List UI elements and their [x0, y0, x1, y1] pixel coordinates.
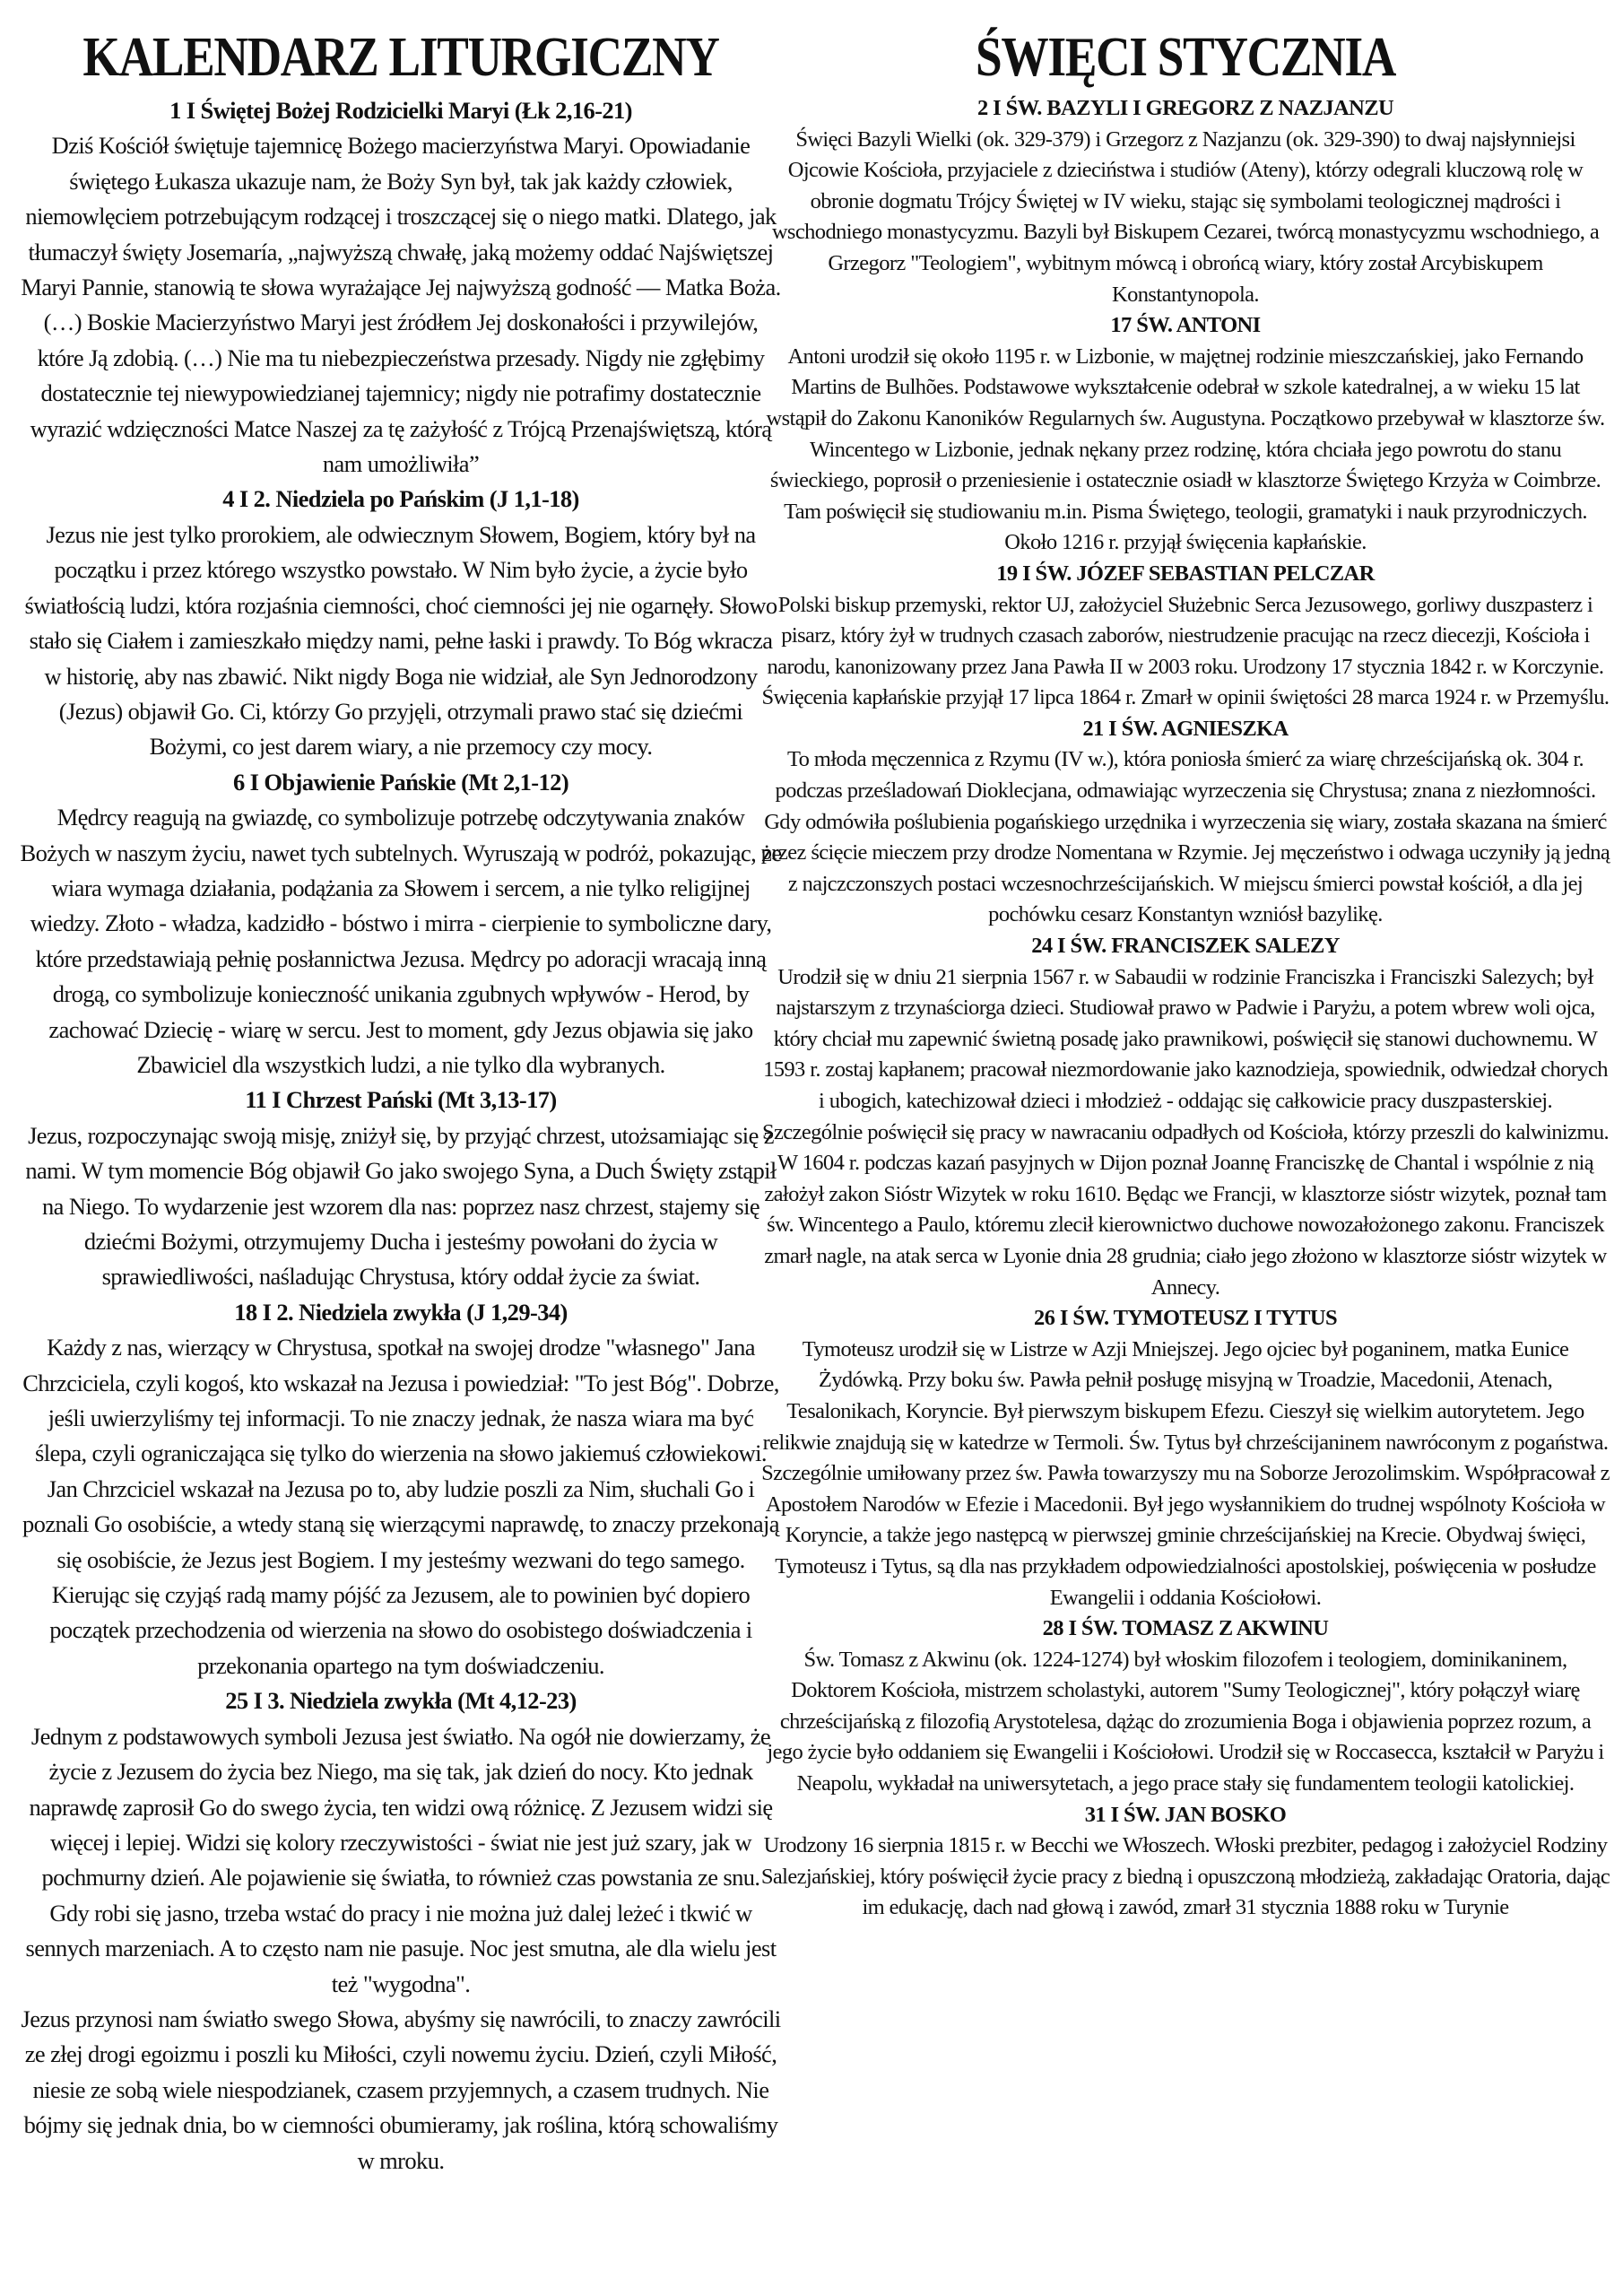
section-jan-11 [20, 1083, 782, 1294]
saint-heading: 19 I ŚW. JÓZEF SEBASTIAN PELCZAR [996, 561, 1375, 586]
liturgical-calendar-title: KALENDARZ LITURGICZNY [82, 27, 719, 88]
section-text: Jezus nie jest tylko prorokiem, ale odwiecznym Słowem, Bogiem, który był na początku i przez którego wszystko powstało. W Nim było życie, a życie było światłością ludzi, która rozjaśnia ciemności, choć ciemności jej nie ogarnęły. Słowo stało się Ciałem i zamieszkało między nami, pełne łaski i prawdy. To Bóg wkracza w historię, aby nas zbawić. Nikt nigdy Boga nie widział, ale Syn Jednorodzony (Jezus) objawił Go. Ci, którzy Go przyjęli, otrzymali prawo stać się dziećmi Bożymi, co jest darem wiary, a nie przemocy czy mocy. [24, 520, 777, 761]
saint-text: Szczególnie poświęcił się pracy w nawracaniu odpadłych od Kościoła, którzy przeszli do kalwinizmu. W 1604 r. podczas kazań pasyjnych w Dijon poznał Joannę Franciszkę de Chantal i wspólnie z nią założył zakon Sióstr Wizytek w roku 1610. Będąc we Francji, w klasztorze sióstr wizytek, poznał tam św. Wincentego a Paulo, któremu zlecił kierownictwo duchowe nowozałożonego zakonu. Franciszek zmarł nagle, na atak serca w Lyonie dnia 28 grudnia; ciało jego złożono w klasztorze sióstr wizytek w Annecy. [761, 1119, 1609, 1300]
section-heading: 25 I 3. Niedziela zwykła (Mt 4,12-23) [225, 1687, 577, 1715]
saint-jan-26 [760, 1303, 1610, 1613]
section-text: Jednym z podstawowych symboli Jezusa jest światło. Na ogół nie dowierzamy, że życie z Jezusem do życia bez Niego, ma się tak, jak dzień do nocy. Kto jednak naprawdę zaprosił Go do swego życia, ten widzi ową różnicę. Z Jezusem widzi się więcej i lepiej. Widzi się kolory rzeczywistości - świat nie jest już szary, jak w pochmurny dzień. Ale pojawienie się światła, to również czas powstania ze snu. Gdy robi się jasno, trzeba wstać do pracy i nie można już dalej leżeć i tkwić w sennych marzeniach. A to często nam nie pasuje. Noc jest smutna, ale dla wielu jest też "wygodna". [25, 1722, 777, 1997]
saint-text: To młoda męczennica z Rzymu (IV w.), która poniosła śmierć za wiarę chrześcijańską ok. 304 r. podczas prześladowań Dioklecjana, odmawiając wyrzeczenia się Chrystusa; znana z niezłomności. Gdy odmówiła poślubienia pogańskiego urzędnika i wyrzeczenia się wiary, została skazana na śmierć przez ścięcie mieczem przy drodze Nomentana w Rzymie. Jej męczeństwo i odwaga uczyniły ją jedną z najczcz​onszych postaci wczesnochrześcijańskich. W miejscu śmierci powstał kościół, a dla jej pochówku cesarz Konstantyn wzniósł bazylikę. [760, 747, 1610, 927]
saint-text: Antoni urodził się około 1195 r. w Lizbonie, w majętnej rodzinie mieszczańskiej, jako Fernando Martins de Bulhões. Podstawowe wykształcenie odebrał w szkole katedralnej, a w wieku 15 lat wstąpił do Zakonu Kanoników Regularnych św. Augustyna. Początkowo przebywał w klasztorze św. Wincentego w Lizbonie, jednak nękany przez rodzinę, która chciała jego powrotu do stanu świeckiego, poprosił o przeniesienie i ostatecznie osiadł w klasztorze Świętego Krzyża w Coimbrze. Tam poświęcił się studiowaniu m.in. Pisma Świętego, teologii, gramatyki i nauk przyrodniczych. Około 1216 r. przyjął święcenia kapłańskie. [766, 344, 1605, 555]
saint-text: Św. Tomasz z Akwinu (ok. 1224-1274) był włoskim filozofem i teologiem, dominikaninem, Doktorem Kościoła, mistrzem scholastyki, autorem "Sumy Teologicznej", który połączył wiarę chrześcijańską z filozofią Arystotelesa, dążąc do zrozumienia Boga i objawienia poprzez rozum, a jego życie było oddaniem się Ewangelii i Kościołowi. Urodził się w Roccasecca, kształcił w Paryżu i Neapolu, wykładał na uniwersytetach, a jego prace stały się fundamentem teologii katolickiej. [767, 1647, 1604, 1796]
section-text: Dziś Kościół świętuje tajemnicę Bożego macierzyństwa Maryi. Opowiadanie świętego Łukasza ukazuje nam, że Boży Syn był, tak jak każdy człowiek, niemowlęciem potrzebującym rodzącej i troszczącej się o niego matki. Dlatego, jak tłumaczył święty Josemaría, „najwyższą chwałę, jaką możemy oddać Najświętszej Maryi Pannie, stanowią te słowa wyrażające Jej najwyższą godność — Matka Boża. (…) Boskie Macierzyństwo Maryi jest źródłem Jej doskonałości i przywilejów, które Ją zdobią. (…) Nie ma tu niebezpieczeństwa przesady. Nigdy nie zgłębimy dostatecznie tej niewypowiedzianej tajemnicy; nigdy nie potrafimy dostatecznie wyrazić wdzięczności Matce Naszej za tę zażyłość z Trójcą Przenajświętszą, którą nam umożliwiła” [21, 132, 781, 478]
saint-jan-28 [760, 1613, 1610, 1800]
section-text: Jezus, rozpoczynając swoją misję, zniżył się, by przyjąć chrzest, utożsamiając się z nami. W tym momencie Bóg objawił Go jako swojego Syna, a Duch Święty zstąpił na Niego. To wydarzenie jest wzorem dla nas: poprzez nasz chrzest, stajemy się dziećmi Bożymi, otrzymujemy Ducha i jesteśmy powołani do życia w sprawiedliwości, naśladując Chrystusa, który oddał życie za świat. [25, 1121, 777, 1291]
saint-jan-19 [760, 559, 1610, 714]
section-heading: 1 I Świętej Bożej Rodzicielki Maryi (Łk 2,16-21) [169, 97, 632, 124]
saint-text: Urodził się w dniu 21 sierpnia 1567 r. w Sabaudii w rodzinie Franciszka i Franciszki Salezych; był najstarszym z trzynaściorga dzieci. Studiował prawo w Padwie i Paryżu, a potem wbrew woli ojca, który chciał mu zapewnić świetną posadę jako prawnikowi, poświęcił się stanowi duchownemu. W 1593 r. zostaj kapłanem; pracował niezmordowanie jako kaznodzieja, spowiednik, odwiedzał chorych i ubogich, katechizował dzieci i młodzież - oddając się całkowicie pracy duszpasterskiej. [763, 964, 1608, 1113]
january-saints-column [760, 25, 1610, 1924]
saint-text: Polski biskup przemyski, rektor UJ, założyciel Służebnic Serca Jezusowego, gorliwy duszpasterz i pisarz, który żył w trudnych czasach zaborów, niestrudzenie pracując na rzecz diecezji, Kościoła i narodu, kanonizowany przez Jana Pawła II w 2003 roku. Urodzony 17 stycznia 1842 r. w Korczynie. Święcenia kapłańskie przyjął 17 lipca 1864 r. Zmarł w opinii świętości 28 marca 1924 r. w Przemyślu. [761, 592, 1610, 710]
saint-heading: 21 I ŚW. AGNIESZKA [1082, 716, 1289, 741]
saint-heading: 24 I ŚW. FRANCISZEK SALEZY [1031, 934, 1340, 959]
january-saints-title: ŚWIĘCI STYCZNIA [975, 27, 1396, 88]
saint-jan-17 [760, 310, 1610, 559]
saint-jan-31 [760, 1800, 1610, 1924]
saint-text: Tymoteusz urodził się w Listrze w Azji Mniejszej. Jego ojciec był poganinem, matka Eunice Żydówką. Przy boku św. Pawła pełnił posługę misyjną w Troadzie, Macedonii, Atenach, Tesalonikach, Koryncie. Był pierwszym biskupem Efezu. Cieszył się wielkim autorytetem. Jego relikwie znajdują się w katedrze w Termoli. Św. Tytus był chrześcijaninem nawróconym z pogaństwa. Szczególnie umiłowany przez św. Pawła towarzyszy mu na Soborze Jerozolimskim. Współpracował z Apostołem Narodów w Efezie i Macedonii. Był jego wysłannikiem do trudnej wspólnoty Kościoła w Koryncie, a także jego następcą w pierwszej gminie chrześcijańskiej na Krecie. Obydwaj święci, Tymoteusz i Tytus, są dla nas przykładem odpowiedzialności apostolskiej, poświęcenia w posłudze Ewangelii i oddania Kościołowi. [761, 1336, 1610, 1610]
saint-heading: 17 ŚW. ANTONI [1110, 313, 1261, 338]
section-heading: 11 I Chrzest Pański (Mt 3,13-17) [245, 1086, 557, 1114]
section-text: Jezus przynosi nam światło swego Słowa, abyśmy się nawrócili, to znaczy zawrócili ze złej drogi egoizmu i poszli ku Miłości, czyli nowemu życiu. Dzień, czyli Miłość, niesie ze sobą wiele niespodzianek, czasem przyjemnych, a czasem trudnych. Nie bójmy się jednak dnia, bo w ciemności obumieramy, jak roślina, którą schowaliśmy w mroku. [21, 2005, 781, 2174]
section-jan-18 [20, 1295, 782, 1683]
section-heading: 18 I 2. Niedziela zwykła (J 1,29-34) [234, 1298, 568, 1326]
section-jan-25 [20, 1683, 782, 2179]
section-jan-4 [20, 482, 782, 764]
left-sections [20, 93, 782, 2179]
section-text: Każdy z nas, wierzący w Chrystusa, spotkał na swojej drodze "własnego" Jana Chrzciciela, czyli kogoś, kto wskazał na Jezusa i powiedział: "To jest Bóg". Dobrze, jeśli uwierzyliśmy tej informacji. To nie znaczy jednak, że nasza wiara ma być ślepa, czyli ograniczająca się tylko do wierzenia na słowo jakiemuś człowiekowi. Jan Chrzciciel wskazał na Jezusa po to, aby ludzie poszli za Nim, słuchali Go i poznali Go osobiście, a wtedy staną się wierzącymi naprawdę, to znaczy przekonają się osobiście, że Jezus jest Bogiem. I my jesteśmy wezwani do tego samego. Kierując się czyjąś radą mamy pójść za Jezusem, ale to powinien być dopiero początek przechodzenia od wierzenia na słowo do osobistego doświadczenia i przekonania opartego na tym doświadczeniu. [22, 1334, 779, 1679]
saint-text: Święci Bazyli Wielki (ok. 329-379) i Grzegorz z Nazjanzu (ok. 329-390) to dwaj najsłynniejsi Ojcowie Kościoła, przyjaciele z dzieciństwa i studiów (Ateny), którzy odegrali kluczową rolę w obronie dogmatu Trójcy Świętej w IV wieku, stając się symbolami teologicznej mądrości i wschodniego monastycyzmu. Bazyli był Biskupem Cezarei, twórcą monastycyzmu wschodniego, a Grzegorz "Teologiem", wybitnym mówcą i obrońcą wiary, który został Arcybiskupem Konstantynopola. [771, 126, 1600, 307]
saint-heading: 26 I ŚW. TYMOTEUSZ I TYTUS [1034, 1306, 1337, 1331]
saint-heading: 28 I ŚW. TOMASZ Z AKWINU [1042, 1616, 1329, 1641]
section-jan-1 [20, 93, 782, 482]
saint-jan-2 [760, 93, 1610, 310]
liturgical-calendar-column [20, 25, 782, 2179]
section-jan-6 [20, 765, 782, 1083]
section-heading: 6 I Objawienie Pańskie (Mt 2,1-12) [232, 768, 569, 796]
section-heading: 4 I 2. Niedziela po Pańskim (J 1,1-18) [222, 485, 579, 513]
saint-jan-24 [760, 931, 1610, 1303]
saint-text: Urodzony 16 sierpnia 1815 r. w Becchi we Włoszech. Włoski prezbiter, pedagog i założyciel Rodziny Salezjańskiej, który poświęcił życie pracy z biedną i opuszczoną młodzieżą, zakładając Oratoria, dając im edukację, dach nad głową i zawód, zmarł 31 stycznia 1888 roku w Turynie [760, 1833, 1610, 1920]
right-sections [760, 93, 1610, 1924]
saint-jan-21 [760, 714, 1610, 931]
saint-heading: 2 I ŚW. BAZYLI I GREGORZ Z NAZJANZU [976, 96, 1394, 120]
section-text: Mędrcy reagują na gwiazdę, co symbolizuje potrzebę odczytywania znaków Bożych w naszym życiu, nawet tych subtelnych. Wyruszają w podróż, pokazując, że wiara wymaga działania, podążania za Słowem i sercem, a nie tylko religijnej wiedzy. Złoto - władza, kadzidło - bóstwo i mirra - cierpienie to symboliczne dary, które przedstawiają pełnię posłannictwa Jezusa. Mędrcy po adoracji wracają inną drogą, co symbolizuje konieczność unikania zgubnych wpływów - Herod, by zachować Dziecię - wiarę w sercu. Jest to moment, gdy Jezus objawia się jako Zbawiciel dla wszystkich ludzi, a nie tylko dla wybranych. [20, 804, 782, 1078]
saint-heading: 31 I ŚW. JAN BOSKO [1084, 1802, 1287, 1827]
